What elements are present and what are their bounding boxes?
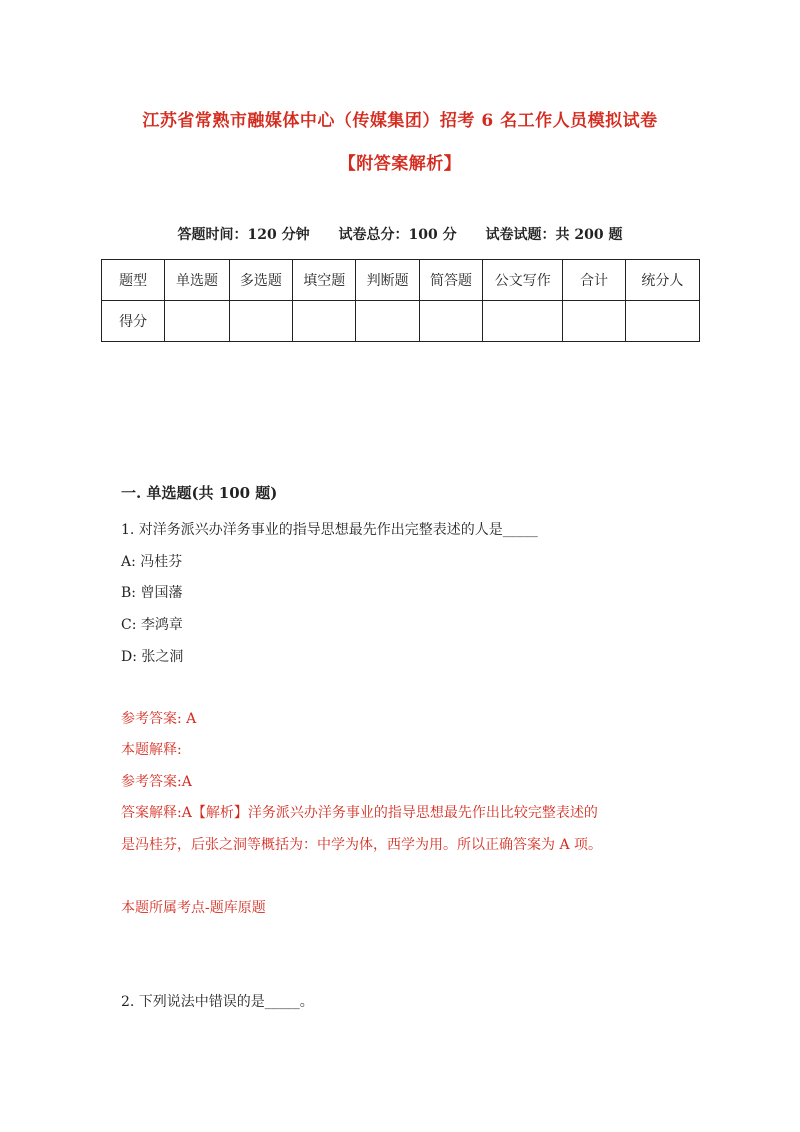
score-header-cell: 统分人 [625, 260, 699, 301]
score-row-label: 得分 [102, 301, 165, 342]
score-header-cell: 多选题 [229, 260, 292, 301]
question-1-stem: 1. 对洋务派兴办洋务事业的指导思想最先作出完整表述的人是_____ [121, 522, 538, 538]
score-cell [625, 301, 699, 342]
exam-title-line1: 江苏省常熟市融媒体中心（传媒集团）招考 6 名工作人员模拟试卷 [142, 111, 658, 131]
question-1-option-c: C: 李鸿章 [121, 617, 183, 633]
question-1-option-b: B: 曾国藩 [121, 585, 183, 601]
question-1-option-a: A: 冯桂芬 [121, 554, 183, 570]
score-header-cell: 填空题 [293, 260, 356, 301]
score-cell [419, 301, 482, 342]
exam-time: 答题时间：120 分钟 [177, 227, 310, 243]
exam-title-line2: 【附答案解析】 [338, 154, 462, 174]
score-header-cell: 判断题 [356, 260, 419, 301]
score-cell [165, 301, 229, 342]
question-1-explanation-label: 本题解释: [121, 742, 182, 758]
score-table-header-row [102, 260, 700, 301]
score-table-score-row [102, 301, 700, 342]
score-header-cell: 合计 [563, 260, 625, 301]
score-table [101, 259, 700, 342]
score-cell [483, 301, 563, 342]
question-1-source: 本题所属考点-题库原题 [121, 900, 266, 916]
score-cell [563, 301, 625, 342]
question-1-reference-answer-2: 参考答案:A [121, 774, 192, 790]
score-header-cell: 简答题 [419, 260, 482, 301]
score-cell [293, 301, 356, 342]
exam-question-count: 试卷试题：共 200 题 [485, 227, 623, 243]
exam-meta [0, 224, 800, 244]
score-header-cell: 题型 [102, 260, 165, 301]
question-1-analysis-line2: 是冯桂芬，后张之洞等概括为：中学为体，西学为用。所以正确答案为 A 项。 [121, 837, 603, 853]
question-2-stem: 2. 下列说法中错误的是_____。 [121, 994, 314, 1010]
score-header-cell: 单选题 [165, 260, 229, 301]
question-1-option-d: D: 张之洞 [121, 649, 184, 665]
section-heading: 一. 单选题(共 100 题) [121, 484, 278, 502]
question-1-reference-answer: 参考答案: A [121, 711, 197, 727]
score-cell [356, 301, 419, 342]
question-1-analysis-line1: 答案解释:A【解析】洋务派兴办洋务事业的指导思想最先作出比较完整表述的 [121, 805, 598, 821]
exam-total-score: 试卷总分：100 分 [338, 227, 457, 243]
score-cell [229, 301, 292, 342]
score-header-cell: 公文写作 [483, 260, 563, 301]
